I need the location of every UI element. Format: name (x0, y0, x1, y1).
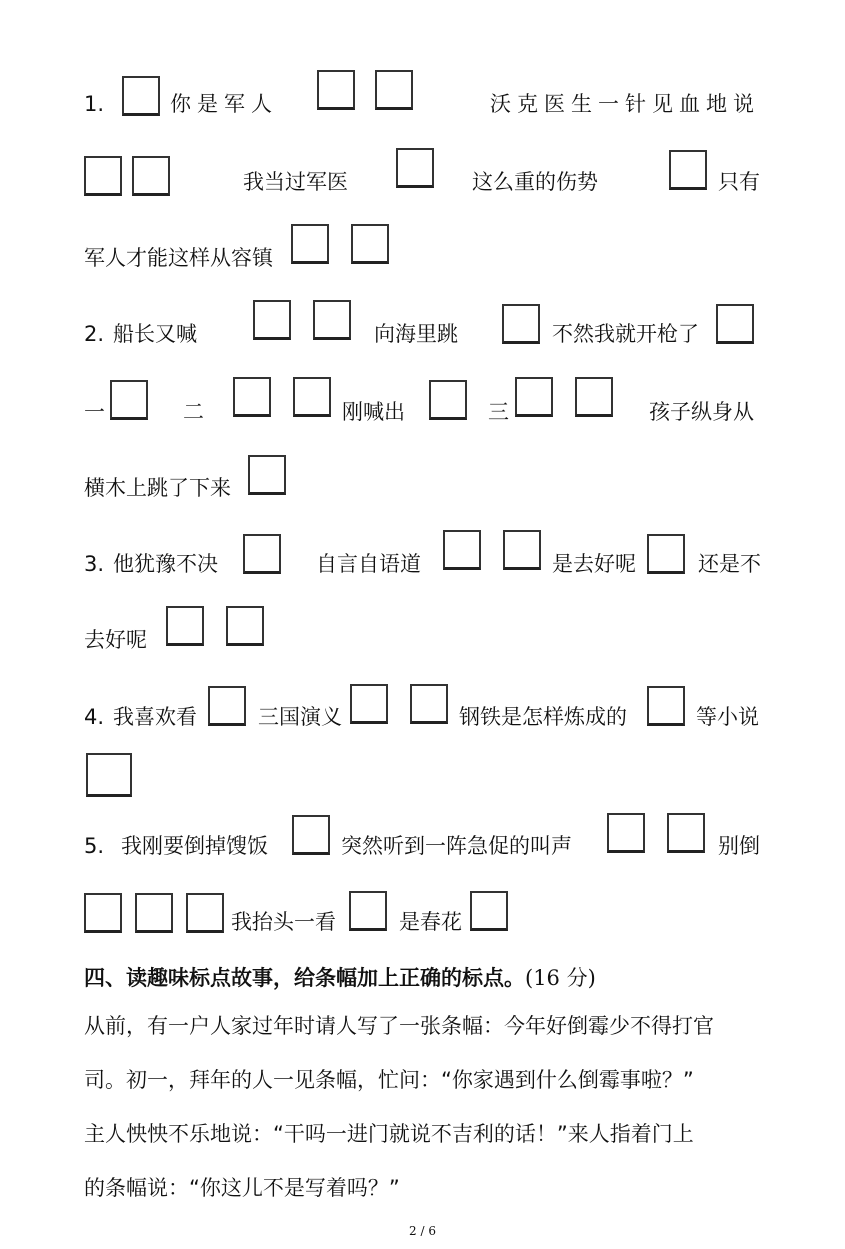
q1-text-e: 只有 (718, 170, 760, 194)
answer-box[interactable] (375, 70, 413, 110)
q5-text-b: 突然听到一阵急促的叫声 (341, 834, 572, 858)
q5-text-a: 我刚要倒掉馊饭 (121, 834, 268, 858)
q2-text-d: 一 (84, 400, 105, 424)
answer-box[interactable] (84, 893, 122, 933)
answer-box[interactable] (243, 534, 281, 574)
page-number: 2 / 6 (409, 1224, 436, 1238)
q3-text-a: 他犹豫不决 (113, 552, 218, 576)
answer-box[interactable] (110, 380, 148, 420)
q1-text-a: 你是军人 (170, 92, 278, 116)
answer-box[interactable] (669, 150, 707, 190)
q4-text-c: 钢铁是怎样炼成的 (459, 705, 627, 729)
answer-box[interactable] (575, 377, 613, 417)
answer-box[interactable] (186, 893, 224, 933)
q5-number: 5. (84, 834, 105, 858)
q2-text-e: 二 (183, 400, 204, 424)
q5-text-e: 是春花 (399, 910, 462, 934)
answer-box[interactable] (122, 76, 160, 116)
answer-box[interactable] (293, 377, 331, 417)
q5-text-d: 我抬头一看 (231, 910, 336, 934)
answer-box[interactable] (443, 530, 481, 570)
q2-text-c: 不然我就开枪了 (552, 322, 699, 346)
q2-text-b: 向海里跳 (374, 322, 458, 346)
story-line-4: 的条幅说：“你这儿不是写着吗？” (84, 1176, 400, 1200)
q2-text-a: 船长又喊 (113, 322, 197, 346)
answer-box[interactable] (317, 70, 355, 110)
story-line-1: 从前，有一户人家过年时请人写了一张条幅：今年好倒霉少不得打官 (84, 1014, 714, 1038)
q4-text-d: 等小说 (696, 705, 759, 729)
section-4-heading (84, 962, 596, 992)
answer-box[interactable] (248, 455, 286, 495)
q1-text-b: 沃克医生一针见血地说 (490, 92, 760, 116)
answer-box[interactable] (86, 753, 132, 797)
answer-box[interactable] (667, 813, 705, 853)
answer-box[interactable] (166, 606, 204, 646)
q1-text-d: 这么重的伤势 (472, 170, 598, 194)
answer-box[interactable] (429, 380, 467, 420)
section-4-title: 四、读趣味标点故事，给条幅加上正确的标点。 (84, 966, 525, 990)
answer-box[interactable] (503, 530, 541, 570)
answer-box[interactable] (515, 377, 553, 417)
q3-text-b: 自言自语道 (316, 552, 421, 576)
q3-number: 3. (84, 552, 105, 576)
story-line-3: 主人怏怏不乐地说：“干吗一进门就说不吉利的话！”来人指着门上 (84, 1122, 694, 1146)
q4-text-b: 三国演义 (258, 705, 342, 729)
section-4-score: (16 分) (525, 966, 596, 990)
q3-text-d: 还是不 (698, 552, 761, 576)
answer-box[interactable] (607, 813, 645, 853)
answer-box[interactable] (132, 156, 170, 196)
q2-text-g: 三 (488, 400, 509, 424)
answer-box[interactable] (647, 534, 685, 574)
q5-text-c: 别倒 (718, 834, 760, 858)
answer-box[interactable] (351, 224, 389, 264)
q2-number: 2. (84, 322, 105, 346)
answer-box[interactable] (396, 148, 434, 188)
answer-box[interactable] (350, 684, 388, 724)
answer-box[interactable] (291, 224, 329, 264)
q1-text-c: 我当过军医 (243, 170, 348, 194)
answer-box[interactable] (226, 606, 264, 646)
q4-number: 4. (84, 705, 105, 729)
answer-box[interactable] (410, 684, 448, 724)
answer-box[interactable] (502, 304, 540, 344)
answer-box[interactable] (135, 893, 173, 933)
answer-box[interactable] (253, 300, 291, 340)
q3-text-c: 是去好呢 (552, 552, 636, 576)
q2-text-h: 孩子纵身从 (649, 400, 754, 424)
answer-box[interactable] (349, 891, 387, 931)
q2-text-i: 横木上跳了下来 (84, 476, 231, 500)
q1-text-f: 军人才能这样从容镇 (84, 246, 273, 270)
answer-box[interactable] (647, 686, 685, 726)
answer-box[interactable] (208, 686, 246, 726)
answer-box[interactable] (84, 156, 122, 196)
q2-text-f: 刚喊出 (342, 400, 405, 424)
story-line-2: 司。初一，拜年的人一见条幅，忙问：“你家遇到什么倒霉事啦？” (84, 1068, 694, 1092)
answer-box[interactable] (313, 300, 351, 340)
answer-box[interactable] (233, 377, 271, 417)
q4-text-a: 我喜欢看 (113, 705, 197, 729)
answer-box[interactable] (292, 815, 330, 855)
q3-text-e: 去好呢 (84, 628, 147, 652)
q1-number: 1. (84, 92, 105, 116)
answer-box[interactable] (716, 304, 754, 344)
answer-box[interactable] (470, 891, 508, 931)
